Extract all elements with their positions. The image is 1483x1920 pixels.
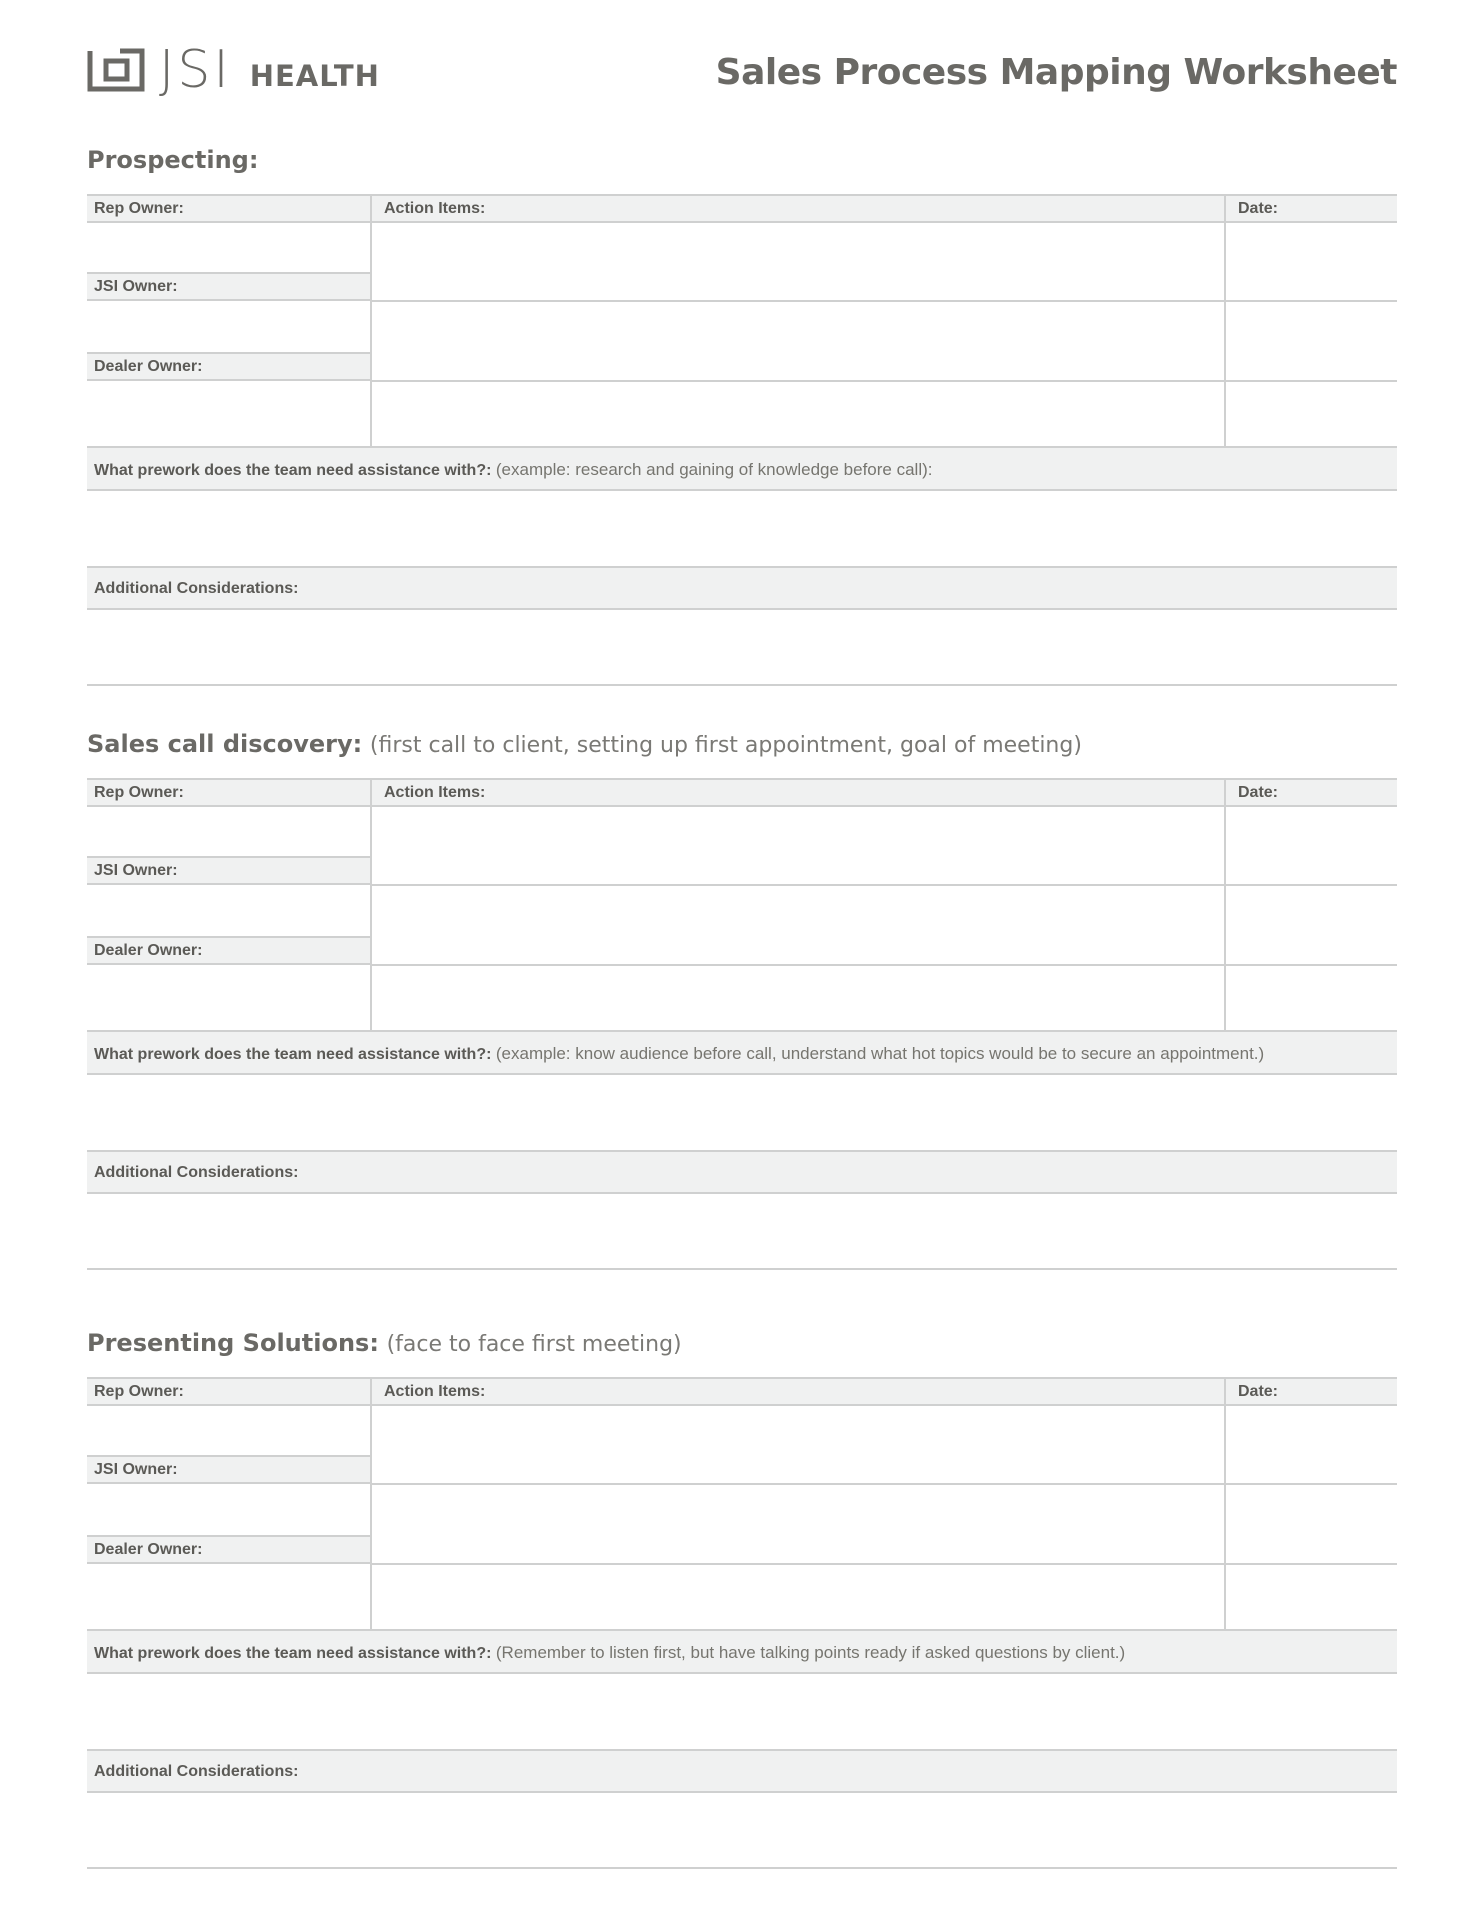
owner-action-grid [87,778,1397,1031]
column-divider [1224,1377,1226,1630]
action-items-label: Action Items: [384,1383,486,1400]
additional-considerations-text: Additional Considerations: [94,1164,299,1181]
prework-question-band [87,446,1397,491]
grid-header-band [87,1377,1397,1406]
jsi-owner-label: JSI Owner: [94,862,178,879]
owner-action-grid [87,194,1397,447]
dealer-owner-label: Dealer Owner: [94,358,203,375]
section-bottom-rule [87,1268,1397,1270]
jsi-owner-label: JSI Owner: [94,278,178,295]
row-divider [370,964,1397,966]
additional-considerations-band [87,1749,1397,1793]
date-label: Date: [1238,784,1279,801]
prework-question [94,460,932,480]
prework-question [94,1643,1125,1663]
row-divider [370,1563,1397,1565]
prework-question-label: What prework does the team need assistance with?: [94,1046,492,1063]
prework-question-band [87,1629,1397,1674]
dealer-owner-label: Dealer Owner: [94,942,203,959]
section-title [87,146,258,174]
section-bottom-rule [87,1867,1397,1869]
additional-considerations-label [94,1763,298,1781]
prework-question [94,1044,1264,1064]
section-title [87,730,1082,758]
column-divider [370,778,372,1031]
column-divider [370,1377,372,1630]
section-subtitle: (first call to client, setting up first appointment, goal of meeting) [369,733,1082,758]
page-header [87,40,1397,100]
rep-owner-label: Rep Owner: [94,1383,184,1400]
row-divider [370,884,1397,886]
section-title [87,1329,682,1357]
additional-considerations-band [87,566,1397,610]
row-divider [370,300,1397,302]
additional-considerations-label [94,580,298,598]
page-title: Sales Process Mapping Worksheet [715,52,1397,93]
jsi-health-logo [87,40,380,100]
row-divider [370,1483,1397,1485]
dealer-owner-label: Dealer Owner: [94,1541,203,1558]
owner-action-grid [87,1377,1397,1630]
jsi-logo-mark-icon [87,47,145,93]
additional-considerations-text: Additional Considerations: [94,580,299,597]
section-bottom-rule [87,684,1397,686]
jsi-owner-label: JSI Owner: [94,1461,178,1478]
column-divider [370,194,372,447]
grid-header-band [87,778,1397,807]
date-label: Date: [1238,1383,1279,1400]
prework-hint: (example: know audience before call, understand what hot topics would be to secure an appointment.) [495,1044,1265,1063]
grid-header-band [87,194,1397,223]
additional-considerations-band [87,1150,1397,1194]
row-divider [370,380,1397,382]
prework-question-band [87,1030,1397,1075]
prework-hint: (example: research and gaining of knowledge before call): [495,460,933,479]
section-subtitle: (face to face first meeting) [386,1332,682,1357]
rep-owner-label: Rep Owner: [94,784,184,801]
logo-health-text: HEALTH [249,59,380,93]
section-title-main: Sales call discovery: [87,730,363,758]
section-title-main: Prospecting: [87,146,259,174]
rep-owner-label: Rep Owner: [94,200,184,217]
action-items-label: Action Items: [384,784,486,801]
column-divider [1224,194,1226,447]
column-divider [1224,778,1226,1031]
logo-jsi-text: JSI [159,40,232,100]
section-title-main: Presenting Solutions: [87,1329,379,1357]
action-items-label: Action Items: [384,200,486,217]
additional-considerations-label [94,1164,298,1182]
prework-question-label: What prework does the team need assistance with?: [94,462,492,479]
additional-considerations-text: Additional Considerations: [94,1763,299,1780]
date-label: Date: [1238,200,1279,217]
prework-question-label: What prework does the team need assistance with?: [94,1645,492,1662]
prework-hint: (Remember to listen first, but have talking points ready if asked questions by client.) [495,1643,1126,1662]
